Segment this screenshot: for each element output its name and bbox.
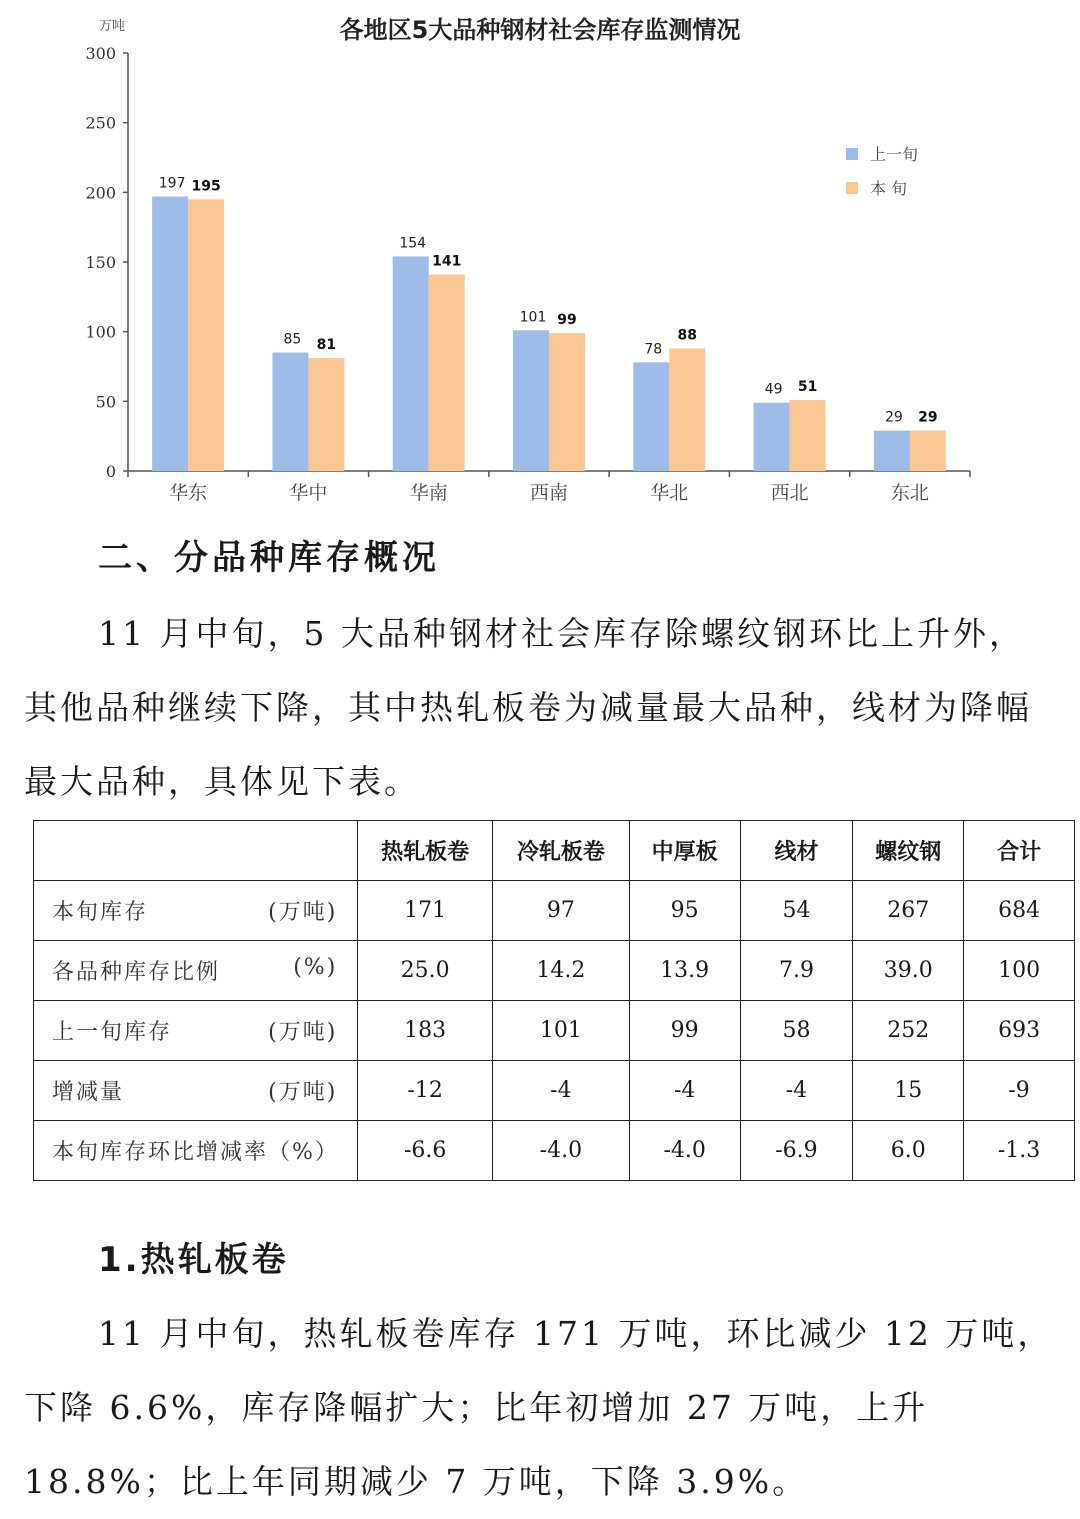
table-header-row [34, 821, 1075, 881]
bar-previous-period [393, 256, 429, 471]
data-label: 141 [432, 253, 462, 270]
table-cell: -6.6 [358, 1121, 493, 1181]
bar-current-period [308, 358, 344, 471]
table-header-cell: 线材 [740, 821, 853, 881]
row-label [34, 1061, 358, 1121]
table-cell: 39.0 [853, 941, 964, 1001]
data-label: 88 [677, 327, 698, 344]
table-cell: 99 [629, 1001, 740, 1061]
region-inventory-chart [60, 0, 990, 510]
bar-chart-svg [60, 0, 990, 510]
table-cell: 13.9 [629, 941, 740, 1001]
paragraph-hot-rolled [24, 1297, 1060, 1519]
table-cell: -4.0 [493, 1121, 630, 1181]
data-label: 49 [764, 381, 783, 398]
bar-current-period [549, 333, 585, 471]
y-tick-label: 250 [85, 113, 116, 133]
data-label: 85 [283, 331, 302, 348]
row-label [34, 1001, 358, 1061]
row-unit: (万吨) [268, 1020, 338, 1045]
bar-current-period [188, 199, 224, 471]
table-header-cell: 冷轧板卷 [493, 821, 630, 881]
data-label: 197 [158, 175, 186, 192]
section-heading-hot-rolled: 1.热轧板卷 [98, 1240, 289, 1280]
table-cell: 6.0 [853, 1121, 964, 1181]
x-category-label: 华中 [289, 482, 328, 504]
bar-previous-period [513, 330, 549, 471]
table-cell: -6.9 [740, 1121, 853, 1181]
x-category-label: 华南 [409, 482, 448, 504]
table-cell: 693 [964, 1001, 1075, 1061]
data-label: 51 [797, 378, 818, 395]
legend-swatch [846, 182, 858, 194]
data-label: 101 [519, 309, 547, 326]
table-cell: 15 [853, 1061, 964, 1121]
table-cell: -4 [629, 1061, 740, 1121]
row-label [34, 1121, 358, 1181]
chart-title: 各地区5大品种钢材社会库存监测情况 [339, 16, 741, 44]
row-label-text: 各品种库存比例 [52, 960, 221, 985]
bar-previous-period [152, 197, 188, 471]
table-cell: 171 [358, 881, 493, 941]
table-cell: 101 [493, 1001, 630, 1061]
x-category-label: 东北 [890, 482, 929, 504]
table-row [34, 881, 1075, 941]
table-cell: -1.3 [964, 1121, 1075, 1181]
paragraph-variety-summary [24, 597, 1060, 819]
bar-previous-period [633, 362, 669, 471]
table-row [34, 1121, 1075, 1181]
y-tick-label: 50 [95, 392, 116, 412]
table-cell: 95 [629, 881, 740, 941]
bar-current-period [429, 275, 465, 471]
bar-current-period [790, 400, 826, 471]
x-category-label: 西南 [529, 482, 569, 504]
bar-previous-period [874, 431, 910, 471]
y-tick-label: 150 [85, 253, 116, 272]
table-cell: 684 [964, 881, 1075, 941]
section-heading-by-variety: 二、分品种库存概况 [98, 538, 440, 578]
variety-inventory-table [33, 820, 1075, 1181]
table-cell: 7.9 [740, 941, 853, 1001]
bar-current-period [910, 431, 946, 471]
bar-current-period [669, 348, 705, 471]
table-header-cell: 螺纹钢 [853, 821, 964, 881]
row-unit: (%) [293, 955, 338, 980]
bar-previous-period [272, 353, 308, 471]
row-label-text: 本旬库存 [52, 900, 149, 925]
y-tick-label: 100 [85, 322, 116, 342]
paragraph-hot-rolled-text: 11 月中旬，热轧板卷库存 171 万吨，环比减少 12 万吨，下降 6.6%，库存降幅扩大；比年初增加 27 万吨，上升 18.8%；比上年同期减少 7 万吨，下降 3.9%。 [24, 1314, 1054, 1501]
table-cell: 97 [493, 881, 630, 941]
table-row [34, 941, 1075, 1001]
y-tick-label: 300 [85, 44, 116, 63]
x-category-label: 华东 [169, 482, 208, 504]
row-label-text: 增减量 [52, 1080, 125, 1105]
table-cell: 100 [964, 941, 1075, 1001]
table-header-cell [34, 821, 358, 881]
row-label-text: 上一旬库存 [52, 1020, 173, 1045]
data-label: 29 [884, 409, 903, 426]
table-cell: -9 [964, 1061, 1075, 1121]
table-cell: 14.2 [493, 941, 630, 1001]
legend-swatch [846, 148, 858, 160]
table-cell: -12 [358, 1061, 493, 1121]
y-tick-label: 200 [85, 183, 116, 203]
row-label-text: 本旬库存环比增减率（%） [52, 1140, 339, 1165]
row-label [34, 941, 358, 1001]
table-cell: 54 [740, 881, 853, 941]
row-label [34, 881, 358, 941]
x-category-label: 华北 [650, 482, 689, 504]
row-unit: (万吨) [268, 900, 338, 925]
data-label: 29 [918, 409, 938, 426]
bar-previous-period [754, 403, 790, 471]
table-cell: 267 [853, 881, 964, 941]
table-cell: 252 [853, 1001, 964, 1061]
table-header-cell: 中厚板 [629, 821, 740, 881]
data-label: 154 [399, 235, 427, 252]
data-label: 78 [644, 341, 663, 358]
table-header-cell: 热轧板卷 [358, 821, 493, 881]
data-label: 195 [191, 178, 221, 195]
table-row [34, 1061, 1075, 1121]
table-cell: 58 [740, 1001, 853, 1061]
table-cell: -4 [493, 1061, 630, 1121]
chart-unit: 万吨 [98, 19, 126, 34]
x-category-label: 西北 [770, 482, 809, 504]
table-cell: -4 [740, 1061, 853, 1121]
table-cell: 25.0 [358, 941, 493, 1001]
data-label: 99 [557, 312, 577, 329]
table-row [34, 1001, 1075, 1061]
table-cell: 183 [358, 1001, 493, 1061]
row-unit: (万吨) [268, 1080, 338, 1105]
y-tick-label: 0 [105, 462, 116, 481]
legend-label: 本 旬 [870, 179, 908, 198]
table-cell: -4.0 [629, 1121, 740, 1181]
legend-label: 上一旬 [870, 145, 919, 164]
data-label: 81 [316, 337, 337, 354]
table-header-cell: 合计 [964, 821, 1075, 881]
paragraph-variety-summary-text: 11 月中旬，5 大品种钢材社会库存除螺纹钢环比上升外，其他品种继续下降，其中热轧板卷为减量最大品种，线材为降幅最大品种，具体见下表。 [24, 614, 1032, 801]
